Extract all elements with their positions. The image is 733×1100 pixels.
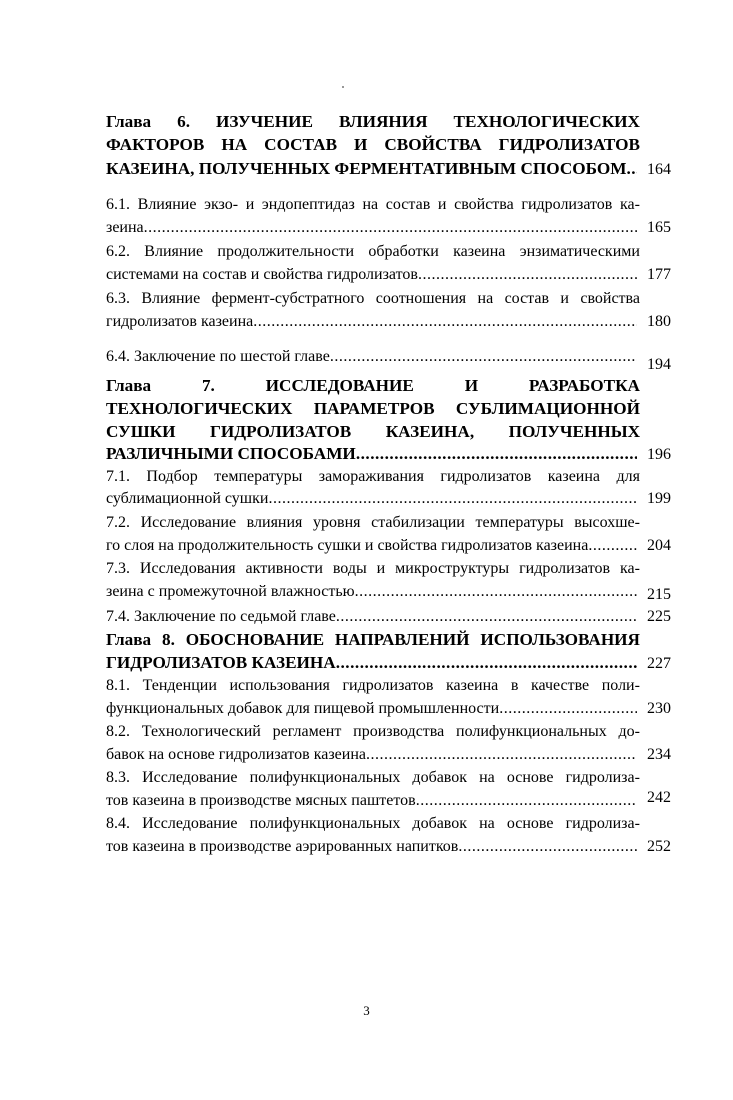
word: СУШКИ bbox=[106, 422, 176, 441]
word: основе bbox=[506, 769, 554, 786]
dot-leader bbox=[356, 444, 637, 464]
word: СУБЛИМАЦИОННОЙ bbox=[455, 399, 640, 418]
word: и bbox=[376, 560, 386, 577]
page-number: 225 bbox=[647, 608, 671, 625]
word: ПОЛУЧЕННЫХ bbox=[508, 422, 640, 441]
word: казеина bbox=[445, 677, 499, 694]
word: Глава bbox=[106, 376, 152, 395]
dot-leader bbox=[499, 700, 637, 718]
word: 8.2. bbox=[106, 723, 130, 740]
section-line bbox=[106, 468, 640, 492]
word: экзо- bbox=[204, 196, 239, 213]
word: СОСТАВ bbox=[264, 135, 338, 154]
word: ОБОСНОВАНИЕ bbox=[185, 630, 325, 649]
section-title-end: го слоя на продолжительность сушки и свойства гидролизатов казеина bbox=[106, 537, 589, 554]
word: Влияние bbox=[137, 196, 197, 213]
word: продолжительности bbox=[217, 243, 355, 260]
word: на bbox=[479, 769, 495, 786]
section-line bbox=[106, 723, 640, 747]
dot-leader bbox=[588, 537, 637, 555]
word: использования bbox=[229, 677, 330, 694]
word: ТЕХНОЛОГИЧЕСКИХ bbox=[106, 399, 293, 418]
word: Технологический bbox=[141, 723, 261, 740]
page-number: 242 bbox=[647, 789, 671, 806]
page-number: 234 bbox=[647, 746, 671, 763]
toc-entry[interactable] bbox=[106, 583, 671, 607]
section-title: 7.4. Заключение по седьмой главе bbox=[106, 608, 336, 625]
toc-entry[interactable] bbox=[106, 653, 671, 677]
word: влияния bbox=[246, 514, 303, 531]
word: Подбор bbox=[146, 468, 198, 485]
word: и bbox=[560, 290, 569, 307]
chapter-title-end: РАЗЛИЧНЫМИ СПОСОБАМИ bbox=[106, 444, 356, 463]
toc-entry[interactable] bbox=[106, 219, 671, 243]
word: Тенденции bbox=[142, 677, 217, 694]
word: поли- bbox=[601, 677, 640, 694]
word: температуры bbox=[475, 514, 564, 531]
word: Исследование bbox=[142, 815, 238, 832]
word: И bbox=[354, 135, 368, 154]
word: добавок bbox=[412, 769, 468, 786]
word: ИСПОЛЬЗОВАНИЯ bbox=[480, 630, 640, 649]
section-line bbox=[106, 196, 640, 220]
word: 7.1. bbox=[106, 468, 130, 485]
word: воды bbox=[332, 560, 367, 577]
word: КАЗЕИНА, bbox=[385, 422, 475, 441]
chapter-heading-line bbox=[106, 630, 640, 654]
word: энзиматическими bbox=[519, 243, 640, 260]
word: свойства bbox=[454, 196, 514, 213]
section-title-end: зеина bbox=[106, 219, 144, 236]
section-title-end: сублимационной сушки bbox=[106, 490, 269, 507]
word: стабилизации bbox=[371, 514, 465, 531]
word: основе bbox=[506, 815, 554, 832]
page-number: 199 bbox=[647, 490, 671, 507]
page-number: 196 bbox=[647, 446, 671, 463]
page-number: 194 bbox=[647, 356, 671, 373]
word: ГИДРОЛИЗАТОВ bbox=[209, 422, 352, 441]
word: Влияние bbox=[144, 243, 204, 260]
word: эндопептидаз bbox=[261, 196, 355, 213]
word: казеина bbox=[453, 243, 506, 260]
word: ФАКТОРОВ bbox=[106, 135, 205, 154]
word: гидролиза- bbox=[565, 769, 640, 786]
dot-leader bbox=[336, 608, 637, 626]
word: Исследования bbox=[139, 560, 236, 577]
word: ка- bbox=[619, 196, 640, 213]
word: уровня bbox=[313, 514, 361, 531]
word: ИССЛЕДОВАНИЕ bbox=[265, 376, 414, 395]
section-title-end: тов казеина в производстве мясных паштетов bbox=[106, 792, 416, 809]
page-number: 227 bbox=[647, 655, 671, 672]
section-line bbox=[106, 514, 640, 538]
page-number: 252 bbox=[647, 838, 671, 855]
word: 7.3. bbox=[106, 560, 130, 577]
dot-leader bbox=[366, 746, 637, 764]
toc-entry[interactable] bbox=[106, 266, 671, 290]
section-line bbox=[106, 677, 640, 701]
word: 8.4. bbox=[106, 815, 130, 832]
word: полифункциональных bbox=[456, 723, 607, 740]
word: температуры bbox=[214, 468, 303, 485]
word: гидролизатов bbox=[342, 677, 434, 694]
word: состав bbox=[504, 290, 550, 307]
word: гидролизатов bbox=[440, 468, 532, 485]
chapter-heading-line bbox=[106, 135, 640, 159]
word: обработки bbox=[368, 243, 439, 260]
chapter-title-end: ГИДРОЛИЗАТОВ КАЗЕИНА bbox=[106, 653, 336, 672]
word: ТЕХНОЛОГИЧЕСКИХ bbox=[453, 112, 640, 131]
word: добавок bbox=[412, 815, 468, 832]
word: полифункциональных bbox=[249, 815, 401, 832]
toc-entry[interactable] bbox=[106, 444, 671, 468]
chapter-heading-line bbox=[106, 422, 640, 446]
word: 7. bbox=[201, 376, 215, 395]
toc-entry[interactable] bbox=[106, 700, 671, 724]
dot-leader bbox=[458, 838, 637, 856]
chapter-heading-line bbox=[106, 399, 640, 423]
word: НАПРАВЛЕНИЙ bbox=[334, 630, 470, 649]
scan-speck bbox=[342, 86, 344, 88]
chapter-heading-line bbox=[106, 376, 640, 400]
dot-leader bbox=[626, 159, 637, 179]
word: 7.2. bbox=[106, 514, 130, 531]
word: ПАРАМЕТРОВ bbox=[313, 399, 435, 418]
section-title-end: системами на состав и свойства гидролизатов bbox=[106, 266, 418, 283]
word: в bbox=[510, 677, 519, 694]
word: свойства bbox=[580, 290, 640, 307]
word: и bbox=[437, 196, 447, 213]
dot-leader bbox=[418, 266, 637, 284]
word: микроструктуры bbox=[395, 560, 510, 577]
toc-entry[interactable] bbox=[106, 608, 671, 632]
word: СВОЙСТВА bbox=[384, 135, 482, 154]
word: замораживания bbox=[318, 468, 424, 485]
page-number: 230 bbox=[647, 700, 671, 717]
toc-entry[interactable] bbox=[106, 159, 671, 183]
section-title-end: тов казеина в производстве аэрированных напитков bbox=[106, 838, 459, 855]
section-line bbox=[106, 243, 640, 267]
word: фермент-субстратного bbox=[211, 290, 365, 307]
word: и bbox=[245, 196, 255, 213]
page-number: 204 bbox=[647, 537, 671, 554]
word: 8.3. bbox=[106, 769, 130, 786]
page-footer-number: 3 bbox=[363, 1003, 370, 1018]
word: Исследование bbox=[140, 514, 237, 531]
word: на bbox=[362, 196, 379, 213]
toc-entry[interactable] bbox=[106, 348, 671, 372]
word: 6. bbox=[177, 112, 191, 131]
word: ИЗУЧЕНИЕ bbox=[216, 112, 313, 131]
section-title-end: гидролизатов казеина bbox=[106, 313, 254, 330]
page-number: 180 bbox=[647, 313, 671, 330]
word: производства bbox=[353, 723, 445, 740]
word: 8. bbox=[161, 630, 175, 649]
word: соотношения bbox=[375, 290, 467, 307]
section-line bbox=[106, 769, 640, 793]
dot-leader bbox=[336, 653, 637, 673]
word: 6.3. bbox=[106, 290, 130, 307]
word: ка- bbox=[619, 560, 640, 577]
word: высохше- bbox=[574, 514, 640, 531]
page-number: 215 bbox=[647, 586, 671, 603]
toc-entry[interactable] bbox=[106, 838, 671, 862]
word: РАЗРАБОТКА bbox=[528, 376, 640, 395]
toc-entry[interactable] bbox=[106, 537, 671, 561]
word: 6.1. bbox=[106, 196, 130, 213]
word: активности bbox=[245, 560, 323, 577]
chapter-title-end: КАЗЕИНА, ПОЛУЧЕННЫХ ФЕРМЕНТАТИВНЫМ СПОСОБОМ bbox=[106, 159, 627, 178]
word: полифункциональных bbox=[249, 769, 401, 786]
section-line bbox=[106, 560, 640, 584]
word: регламент bbox=[272, 723, 342, 740]
page-number: 165 bbox=[647, 219, 671, 236]
toc-entry[interactable] bbox=[106, 746, 671, 770]
word: Исследование bbox=[142, 769, 238, 786]
section-title-end: функциональных добавок для пищевой промышленности bbox=[106, 700, 500, 717]
word: гидролиза- bbox=[565, 815, 640, 832]
word: для bbox=[616, 468, 640, 485]
word: казеина bbox=[547, 468, 601, 485]
section-title-end: зеина с промежуточной влажностью bbox=[106, 583, 355, 600]
word: Глава bbox=[106, 112, 152, 131]
word: гидролизатов bbox=[521, 196, 613, 213]
word: Влияние bbox=[141, 290, 201, 307]
section-title-end: бавок на основе гидролизатов казеина bbox=[106, 746, 366, 763]
dot-leader bbox=[144, 219, 637, 237]
dot-leader bbox=[253, 313, 637, 331]
word: Глава bbox=[106, 630, 152, 649]
word: состав bbox=[385, 196, 431, 213]
section-title: 6.4. Заключение по шестой главе bbox=[106, 348, 330, 365]
word: на bbox=[477, 290, 494, 307]
word: 8.1. bbox=[106, 677, 130, 694]
page-number: 177 bbox=[647, 266, 671, 283]
chapter-heading-line bbox=[106, 112, 640, 136]
toc-entry[interactable] bbox=[106, 490, 671, 514]
word: И bbox=[464, 376, 479, 395]
section-line bbox=[106, 290, 640, 314]
toc-entry[interactable] bbox=[106, 313, 671, 337]
word: НА bbox=[221, 135, 248, 154]
word: на bbox=[479, 815, 495, 832]
page-number: 164 bbox=[647, 161, 671, 178]
dot-leader bbox=[330, 348, 637, 366]
word: гидролизатов bbox=[519, 560, 611, 577]
word: ГИДРОЛИЗАТОВ bbox=[498, 135, 640, 154]
dot-leader bbox=[268, 490, 637, 508]
word: 6.2. bbox=[106, 243, 130, 260]
word: качестве bbox=[530, 677, 590, 694]
dot-leader bbox=[416, 792, 637, 810]
word: до- bbox=[618, 723, 640, 740]
section-line bbox=[106, 815, 640, 839]
dot-leader bbox=[355, 583, 637, 601]
toc-entry[interactable] bbox=[106, 789, 671, 816]
word: ВЛИЯНИЯ bbox=[338, 112, 428, 131]
